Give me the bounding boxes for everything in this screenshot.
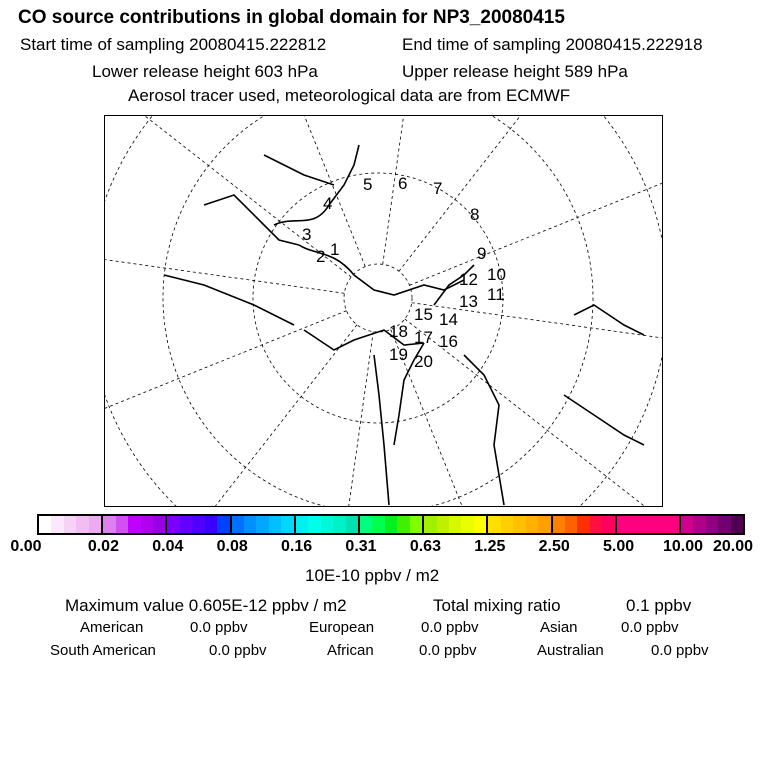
colorbar-segment <box>424 516 488 533</box>
end-time: End time of sampling 20080415.222918 <box>402 35 703 54</box>
color-swatch <box>553 516 565 533</box>
color-swatch <box>565 516 577 533</box>
colorbar-tick-label: 0.04 <box>152 538 184 555</box>
european-label: European <box>309 619 375 636</box>
trajectory-label: 4 <box>323 194 333 213</box>
meridian-line <box>410 183 663 285</box>
upper-height: Upper release height 589 hPa <box>402 62 628 81</box>
trajectory-label: 14 <box>439 310 458 329</box>
color-swatch <box>654 516 666 533</box>
color-swatch <box>180 516 192 533</box>
color-swatch <box>461 516 473 533</box>
american-value: 0.0 ppbv <box>190 619 248 636</box>
color-swatch <box>666 516 678 533</box>
trajectory-label: 8 <box>470 205 480 224</box>
color-swatch <box>731 516 743 533</box>
color-swatch <box>205 516 217 533</box>
colorbar-tick-label: 10.00 <box>662 538 704 555</box>
start-time: Start time of sampling 20080415.222812 <box>20 35 327 54</box>
aerosol-note: Aerosol tracer used, meteorological data are from ECMWF <box>128 86 571 105</box>
color-swatch <box>346 516 358 533</box>
color-swatch <box>410 516 422 533</box>
colorbar-segment <box>617 516 681 533</box>
colorbar-tick-label: 0.00 <box>10 538 42 555</box>
color-swatch <box>116 516 128 533</box>
color-swatch <box>103 516 115 533</box>
meridian-line <box>104 259 344 293</box>
trajectory-label: 3 <box>302 225 312 244</box>
trajectory-label: 18 <box>389 322 408 341</box>
trajectory-label: 11 <box>487 285 505 304</box>
color-swatch <box>617 516 629 533</box>
colorbar-segment <box>488 516 552 533</box>
total-mixing-value: 0.1 ppbv <box>626 596 692 615</box>
color-swatch <box>474 516 486 533</box>
australian-value: 0.0 ppbv <box>651 642 709 659</box>
colorbar-tick-label: 0.08 <box>216 538 248 555</box>
color-swatch <box>706 516 718 533</box>
trajectory-label: 1 <box>330 240 340 259</box>
trajectory-label: 12 <box>459 270 478 289</box>
color-swatch <box>89 516 101 533</box>
trajectory-label: 5 <box>363 175 373 194</box>
color-swatch <box>269 516 281 533</box>
colorbar-segment <box>296 516 360 533</box>
colorbar-tick-label: 0.02 <box>87 538 119 555</box>
color-swatch <box>167 516 179 533</box>
color-swatch <box>153 516 165 533</box>
color-swatch <box>385 516 397 533</box>
south-american-label: South American <box>50 642 156 659</box>
meridian-line <box>215 325 357 507</box>
colorbar-segment <box>39 516 103 533</box>
latitude-circle <box>163 115 593 507</box>
color-swatch <box>424 516 436 533</box>
trajectory-label: 15 <box>414 305 433 324</box>
asian-label: Asian <box>540 619 578 636</box>
african-label: African <box>327 642 374 659</box>
meridian-line <box>104 311 346 409</box>
trajectory-label: 2 <box>316 247 326 266</box>
colorbar-tick-label: 1.25 <box>474 538 506 555</box>
australian-label: Australian <box>537 642 604 659</box>
color-swatch <box>642 516 654 533</box>
color-swatch <box>629 516 641 533</box>
color-swatch <box>217 516 229 533</box>
colorbar-tick-label: 0.16 <box>281 538 313 555</box>
color-swatch <box>449 516 461 533</box>
trajectory-label: 16 <box>439 332 458 351</box>
color-swatch <box>308 516 320 533</box>
meridian-line <box>399 115 521 271</box>
color-swatch <box>141 516 153 533</box>
color-swatch <box>281 516 293 533</box>
colorbar-tick-label: 0.31 <box>345 538 377 555</box>
trajectory-label: 19 <box>389 345 408 364</box>
total-mixing-label: Total mixing ratio <box>433 596 561 615</box>
lower-height: Lower release height 603 hPa <box>92 62 318 81</box>
color-swatch <box>256 516 268 533</box>
polar-map <box>104 115 663 507</box>
trajectory-label: 7 <box>433 179 443 198</box>
color-swatch <box>244 516 256 533</box>
color-swatch <box>372 516 384 533</box>
american-label: American <box>80 619 144 636</box>
european-value: 0.0 ppbv <box>421 619 479 636</box>
south-american-value: 0.0 ppbv <box>209 642 267 659</box>
colorbar-segment <box>167 516 231 533</box>
color-swatch <box>577 516 589 533</box>
colorbar-segment <box>360 516 424 533</box>
color-swatch <box>39 516 51 533</box>
colorbar-tick-label: 2.50 <box>538 538 570 555</box>
colorbar-tick-label: 5.00 <box>603 538 635 555</box>
color-swatch <box>397 516 409 533</box>
colorbar-segment <box>553 516 617 533</box>
colorbar-segment <box>681 516 743 533</box>
color-swatch <box>488 516 500 533</box>
color-swatch <box>602 516 614 533</box>
colorbar <box>37 514 745 535</box>
trajectory-label: 9 <box>477 244 487 263</box>
color-swatch <box>296 516 308 533</box>
color-swatch <box>538 516 550 533</box>
color-swatch <box>681 516 693 533</box>
colorbar-segment <box>232 516 296 533</box>
color-swatch <box>64 516 76 533</box>
colorbar-tick-label: 0.63 <box>409 538 441 555</box>
colorbar-segment <box>103 516 167 533</box>
trajectory-label: 6 <box>398 174 408 193</box>
color-swatch <box>590 516 602 533</box>
trajectory-label: 10 <box>487 265 506 284</box>
color-swatch <box>437 516 449 533</box>
color-swatch <box>51 516 63 533</box>
color-swatch <box>501 516 513 533</box>
colorbar-tick-label: 20.00 <box>712 538 754 555</box>
color-swatch <box>360 516 372 533</box>
color-swatch <box>128 516 140 533</box>
meridian-line <box>349 332 374 507</box>
color-swatch <box>513 516 525 533</box>
color-swatch <box>333 516 345 533</box>
plot-title: CO source contributions in global domain for NP3_20080415 <box>18 7 565 28</box>
color-swatch <box>76 516 88 533</box>
colorbar-unit: 10E-10 ppbv / m2 <box>305 566 440 585</box>
color-swatch <box>192 516 204 533</box>
color-swatch <box>526 516 538 533</box>
trajectory-label: 20 <box>414 352 433 371</box>
color-swatch <box>693 516 705 533</box>
african-value: 0.0 ppbv <box>419 642 477 659</box>
asian-value: 0.0 ppbv <box>621 619 679 636</box>
trajectory-label: 13 <box>459 292 478 311</box>
max-value: Maximum value 0.605E-12 ppbv / m2 <box>65 596 347 615</box>
trajectory-label: 17 <box>414 328 433 347</box>
color-swatch <box>718 516 730 533</box>
color-swatch <box>232 516 244 533</box>
color-swatch <box>321 516 333 533</box>
